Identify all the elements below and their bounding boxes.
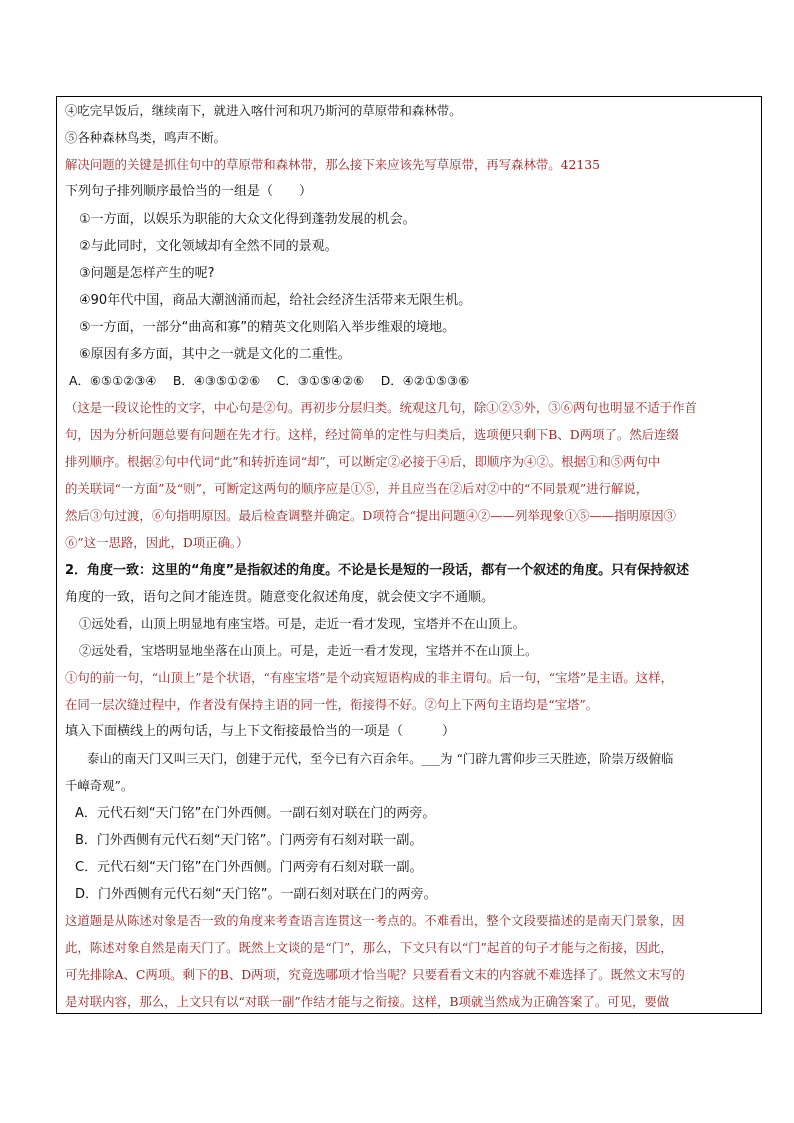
- text-line: 的关联词“一方面”及“则”，可断定这两句的顺序应是①⑤，并且应当在②后对②中的“不同景观”进行解说，: [65, 481, 649, 496]
- text-line: 角度的一致，语句之间才能连贯。随意变化叙述角度，就会使文字不通顺。: [65, 590, 495, 605]
- text-line: （这是一段议论性的文字，中心句是②句。再初步分层归类。统观这几句，除①②⑤外，③⑥两句也明显不适于作首: [65, 400, 697, 415]
- text-line: ①一方面，以娱乐为职能的大众文化得到蓬勃发展的机会。: [79, 212, 416, 227]
- text-line: ③问题是怎样产生的呢?: [79, 266, 215, 281]
- text-line: 填入下面横线上的两句话，与上下文衔接最恰当的一项是（ ）: [65, 724, 456, 739]
- text-line: 是对联内容，那么，上文只有以“对联一副”作结才能与之衔接。这样，B项就当然成为正确答案了。可见，要做: [65, 994, 670, 1009]
- text-line: ⑤各种森林鸟类，鸣声不断。: [65, 130, 227, 145]
- text-line: B．门外西侧有元代石刻“天门铭”。门两旁有石刻对联一副。: [75, 833, 423, 848]
- text-line: ④90年代中国，商品大潮汹涌而起，给社会经济生活带来无限生机。: [79, 293, 472, 308]
- text-line: C．元代石刻“天门铭”在门外西侧。门两旁有石刻对联一副。: [75, 860, 423, 875]
- text-line: 可先排除A、C两项。剩下的B、D两项，究竟选哪项才恰当呢？只要看看文末的内容就不难选择了。既然文末写的: [65, 967, 685, 982]
- text-line: 泰山的南天门又叫三天门，创建于元代，至今已有六百余年。___为 “门辟九霄仰步三天胜迹，阶崇万级俯临: [87, 751, 674, 766]
- text-line: ①远处看，山顶上明显地有座宝塔。可是，走近一看才发现，宝塔并不在山顶上。: [79, 616, 526, 631]
- text-line: 句，因为分析问题总要有问题在先才行。这样，经过简单的定性与归类后，选项便只剩下B、D两项了。然后连缀: [65, 427, 679, 442]
- text-line: ④吃完早饭后，继续南下，就进入喀什河和巩乃斯河的草原带和森林带。: [65, 103, 462, 118]
- text-line: 排列顺序。根据②句中代词“此”和转折连词“却”，可以断定②必接于④后，即顺序为④②。根据①和⑤两句中: [65, 454, 661, 469]
- text-line: D．门外西侧有元代石刻“天门铭”。一副石刻对联在门的两旁。: [75, 887, 437, 902]
- text-line: ⑤一方面，一部分“曲高和寡”的精英文化则陷入举步维艰的境地。: [79, 320, 456, 335]
- text-line: 2．角度一致：这里的“角度”是指叙述的角度。不论是长是短的一段话，都有一个叙述的角度。只有保持叙述: [65, 563, 690, 578]
- text-line: 千嶂奇观”。: [65, 778, 134, 793]
- text-line: ⑥原因有多方面，其中之一就是文化的二重性。: [79, 347, 351, 362]
- text-line: A．⑥⑤①②③④ B．④③⑤①②⑥ C．③①⑤④②⑥ D．④②①⑤③⑥: [69, 373, 470, 388]
- text-line: ②远处看，宝塔明显地坐落在山顶上。可是，走近一看才发现，宝塔并不在山顶上。: [79, 643, 538, 658]
- text-line: 下列句子排列顺序最恰当的一组是（ ）: [65, 184, 313, 199]
- text-line: ①句的前一句，“山顶上”是个状语，“有座宝塔”是个动宾短语构成的非主谓句。后一句，“宝塔”是主语。这样，: [65, 670, 673, 685]
- text-line: 然后③句过渡，⑥句指明原因。最后检查调整并确定。D项符合“提出问题④②——列举现象①⑤——指明原因③: [65, 508, 677, 523]
- text-line: 这道题是从陈述对象是否一致的角度来考查语言连贯这一考点的。不难看出，整个文段要描述的是南天门景象，因: [65, 913, 685, 928]
- document-frame: [56, 96, 762, 1014]
- text-line: ②与此同时，文化领域却有全然不同的景观。: [79, 239, 338, 254]
- text-line: 此，陈述对象自然是南天门了。既然上文谈的是“门”，那么，下文只有以“门”起首的句子才能与之衔接，因此，: [65, 940, 673, 955]
- text-line: ⑥”这一思路，因此，D项正确。）: [65, 535, 249, 550]
- text-line: 解决问题的关键是抓住句中的草原带和森林带，那么接下来应该先写草原带，再写森林带。42135: [65, 157, 601, 172]
- text-line: A．元代石刻“天门铭”在门外西侧。一副石刻对联在门的两旁。: [75, 806, 436, 821]
- text-line: 在同一层次缝过程中，作者没有保持主语的同一性，衔接得不好。②句上下两句主语均是“宝塔”。: [65, 697, 599, 712]
